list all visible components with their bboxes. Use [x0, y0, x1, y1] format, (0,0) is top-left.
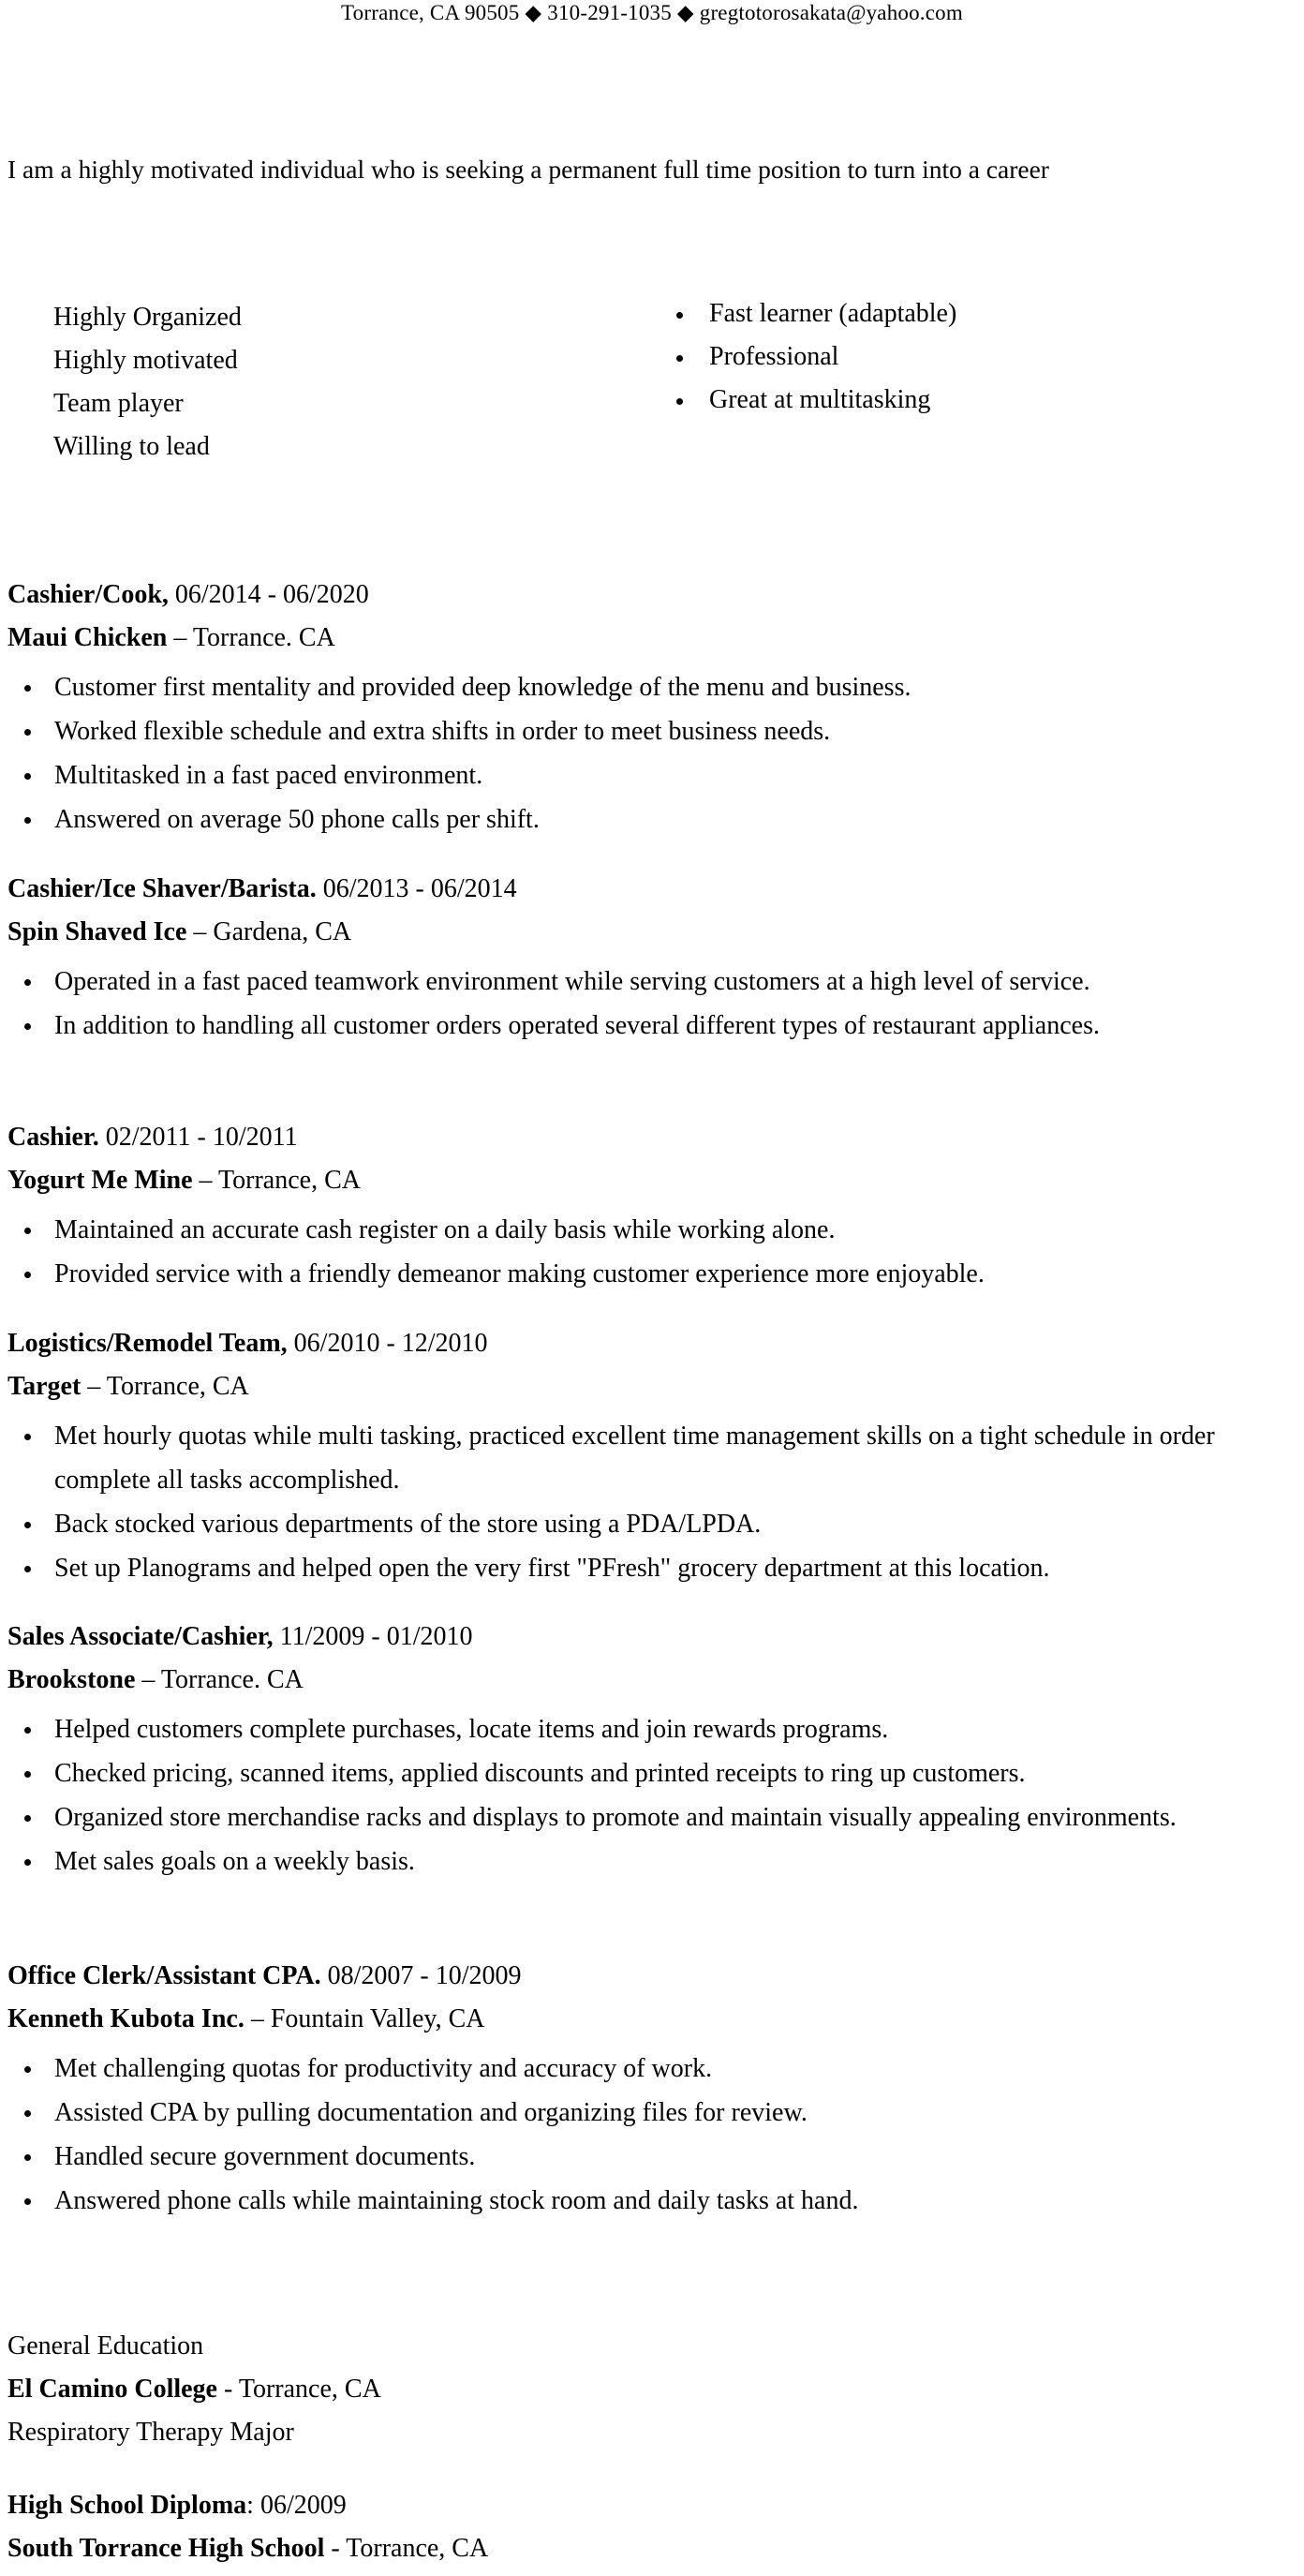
education-school-line: [7, 2374, 1300, 2417]
job-bullet: Back stocked various departments of the store using a PDA/LPDA.: [7, 1502, 1304, 1546]
job-entry: [7, 1960, 1304, 2223]
job-employer: Maui Chicken: [7, 623, 168, 652]
job-bullets: [7, 1414, 1304, 1590]
skill-item: Fast learner (adaptable): [676, 298, 956, 341]
job-dates: 08/2007 - 10/2009: [320, 1961, 522, 1990]
job-title: Logistics/Remodel Team,: [7, 1329, 288, 1358]
job-bullet: Checked pricing, scanned items, applied discounts and printed receipts to ring up customers.: [7, 1751, 1304, 1795]
job-title-line: [7, 873, 1304, 916]
job-employer-line: [7, 1664, 1304, 1707]
education-location: - Torrance, CA: [217, 2375, 381, 2404]
skills-left-column: [53, 302, 242, 474]
job-bullet: Answered phone calls while maintaining stock room and daily tasks at hand.: [7, 2179, 1304, 2223]
job-bullets: [7, 665, 1304, 841]
education-section: [7, 2330, 1300, 2460]
job-entry: [7, 579, 1304, 841]
job-dates: 02/2011 - 10/2011: [98, 1123, 298, 1152]
job-employer-line: [7, 1165, 1304, 1208]
job-title-line: [7, 1122, 1304, 1165]
job-bullet: Operated in a fast paced teamwork environment while serving customers at a high level of service.: [7, 960, 1304, 1004]
job-title-line: [7, 579, 1304, 622]
job-dates: 06/2014 - 06/2020: [168, 580, 369, 609]
job-bullet: Assisted CPA by pulling documentation and organizing files for review.: [7, 2091, 1304, 2135]
skill-item: Willing to lead: [53, 432, 210, 461]
education-degree: High School Diploma: [7, 2491, 247, 2520]
job-title: Sales Associate/Cashier,: [7, 1622, 274, 1651]
job-entry: [7, 1328, 1304, 1590]
education-school: El Camino College: [7, 2375, 217, 2404]
job-bullet: Helped customers complete purchases, locate items and join rewards programs.: [7, 1707, 1304, 1751]
objective-statement: I am a highly motivated individual who is seeking a permanent full time position to turn into a career: [7, 155, 1049, 184]
job-title: Cashier.: [7, 1123, 99, 1152]
job-location: – Torrance. CA: [167, 623, 335, 652]
job-employer-line: [7, 622, 1304, 665]
job-location: – Torrance, CA: [81, 1372, 249, 1401]
job-bullet: Answered on average 50 phone calls per shift.: [7, 797, 1304, 841]
skill-item: Highly motivated: [53, 346, 238, 375]
job-entry: [7, 1122, 1304, 1296]
job-location: – Fountain Valley, CA: [244, 2004, 485, 2033]
education-school: South Torrance High School: [7, 2534, 325, 2563]
education-major: Respiratory Therapy Major: [7, 2418, 294, 2447]
skill-item: Highly Organized: [53, 303, 242, 332]
skill-item: Team player: [53, 389, 184, 418]
job-employer-line: [7, 1371, 1304, 1414]
job-employer: Target: [7, 1372, 82, 1401]
job-bullet: Organized store merchandise racks and displays to promote and maintain visually appealing environments.: [7, 1795, 1304, 1839]
education-section-highschool: [7, 2490, 1300, 2576]
job-title-line: [7, 1960, 1304, 2003]
job-title-line: [7, 1328, 1304, 1371]
job-employer-line: [7, 916, 1304, 960]
skill-item: Great at multitasking: [676, 384, 956, 427]
education-location: - Torrance, CA: [324, 2534, 489, 2563]
skill-item: Professional: [676, 341, 956, 384]
job-bullet: Met challenging quotas for productivity and accuracy of work.: [7, 2047, 1304, 2091]
job-bullet: Provided service with a friendly demeanor making customer experience more enjoyable.: [7, 1252, 1304, 1296]
job-bullet: Set up Planograms and helped open the very first "PFresh" grocery department at this location.: [7, 1546, 1304, 1590]
job-title: Office Clerk/Assistant CPA.: [7, 1961, 321, 1990]
job-employer: Brookstone: [7, 1665, 136, 1694]
job-bullet: Met sales goals on a weekly basis.: [7, 1839, 1304, 1884]
job-bullets: [7, 1208, 1304, 1296]
job-location: – Gardena, CA: [186, 917, 352, 946]
job-bullet: Handled secure government documents.: [7, 2135, 1304, 2179]
job-dates: 06/2013 - 06/2014: [316, 874, 517, 903]
job-dates: 06/2010 - 12/2010: [287, 1329, 488, 1358]
job-bullet: Maintained an accurate cash register on a daily basis while working alone.: [7, 1208, 1304, 1252]
skills-right-column: [676, 298, 956, 427]
job-entry: [7, 1621, 1304, 1884]
job-bullet: In addition to handling all customer orders operated several different types of restaurant appliances.: [7, 1004, 1304, 1048]
job-title: Cashier/Ice Shaver/Barista.: [7, 874, 317, 903]
job-bullet: Multitasked in a fast paced environment.: [7, 753, 1304, 797]
job-employer-line: [7, 2003, 1304, 2047]
job-title: Cashier/Cook,: [7, 580, 169, 609]
job-bullet: Met hourly quotas while multi tasking, practiced excellent time management skills on a tight schedule in order complete all tasks accomplished.: [7, 1414, 1304, 1502]
job-dates: 11/2009 - 01/2010: [273, 1622, 473, 1651]
job-bullet: Worked flexible schedule and extra shifts in order to meet business needs.: [7, 709, 1304, 753]
job-location: – Torrance, CA: [192, 1166, 361, 1195]
job-employer: Kenneth Kubota Inc.: [7, 2004, 244, 2033]
contact-line: Torrance, CA 90505 ◆ 310-291-1035 ◆ gregtotorosakata@yahoo.com: [341, 1, 963, 24]
job-bullets: [7, 2047, 1304, 2223]
job-employer: Yogurt Me Mine: [7, 1166, 193, 1195]
education-school-line: [7, 2533, 1300, 2576]
job-bullets: [7, 1707, 1304, 1884]
education-date: : 06/2009: [246, 2491, 347, 2520]
job-location: – Torrance. CA: [135, 1665, 304, 1694]
education-degree-line: [7, 2490, 1300, 2533]
job-bullet: Customer first mentality and provided deep knowledge of the menu and business.: [7, 665, 1304, 709]
job-title-line: [7, 1621, 1304, 1664]
skills-section: [0, 299, 1304, 489]
job-bullets: [7, 960, 1304, 1048]
education-degree: General Education: [7, 2331, 204, 2360]
job-employer: Spin Shaved Ice: [7, 917, 187, 946]
job-entry: [7, 873, 1304, 1048]
